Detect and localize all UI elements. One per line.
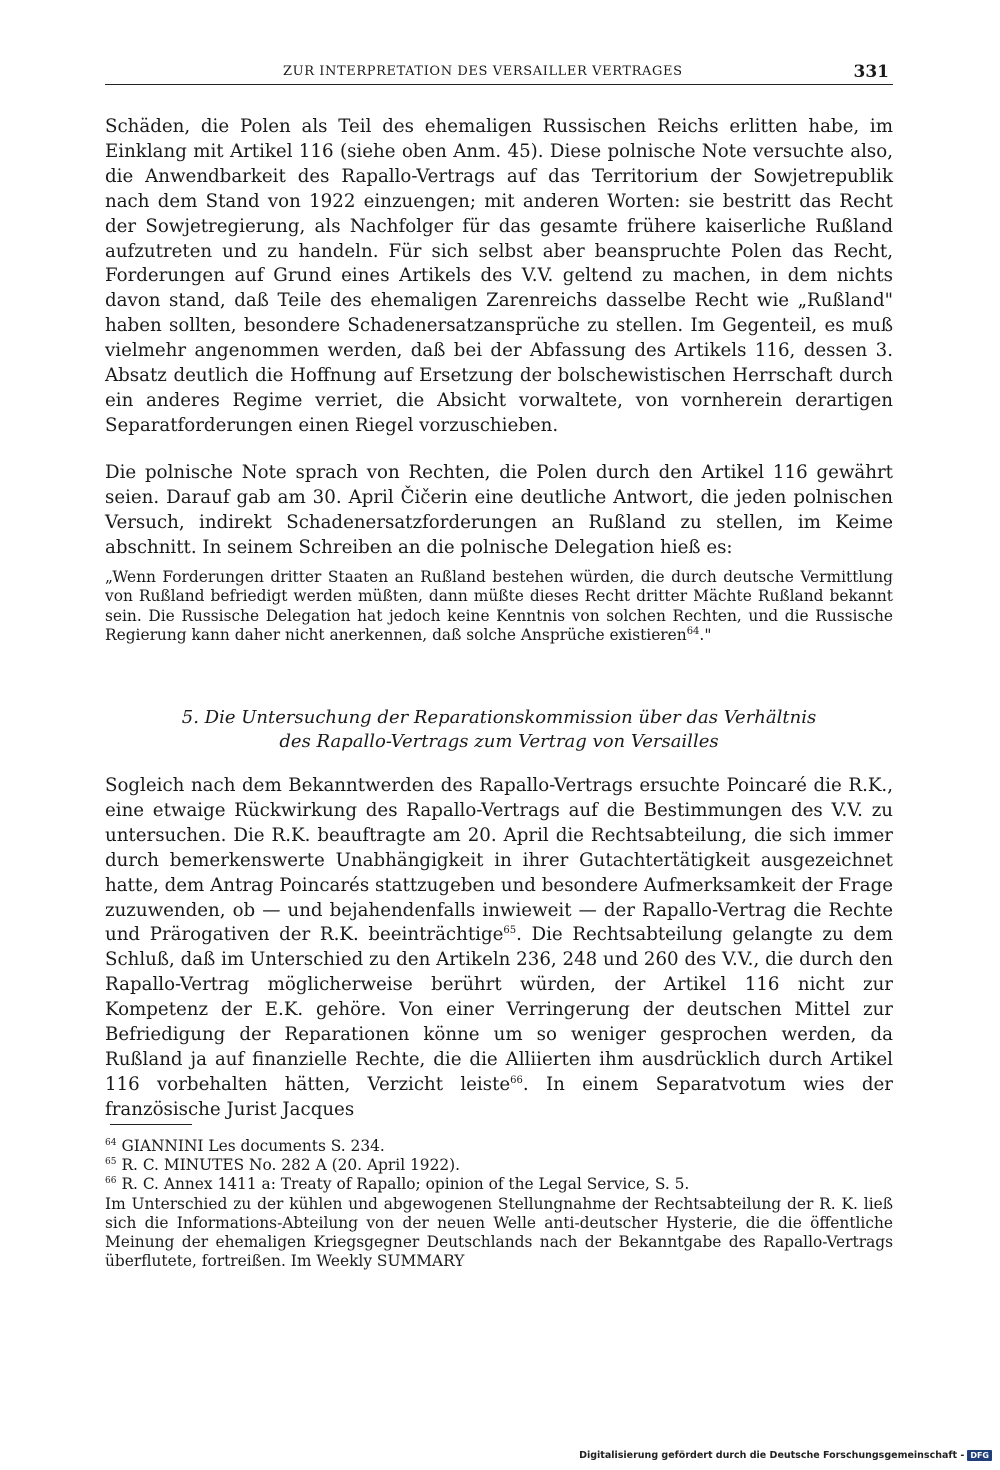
- dfg-logo-icon: DFG: [967, 1450, 992, 1461]
- section-heading: [105, 706, 893, 754]
- paragraph-1: [105, 115, 893, 439]
- footnote-text: R. C. Annex 1411 a: Treaty of Rapallo; opinion of the Legal Service, S. 5.: [121, 1175, 690, 1194]
- footnote-ref-66: 66: [510, 1074, 523, 1086]
- footnote-text: GIANNINI Les documents S. 234.: [121, 1137, 385, 1155]
- footnote-divider: [110, 1124, 192, 1125]
- section-heading-line-1: 5. Die Untersuchung der Reparationskommission über das Verhältnis: [181, 707, 817, 728]
- footnote-64: [105, 1137, 893, 1156]
- footnote-number: 65: [105, 1157, 117, 1168]
- page-number: 331: [853, 62, 889, 82]
- footnote-number: 64: [105, 1137, 117, 1148]
- paragraph-3-part-a: Sogleich nach dem Bekanntwerden des Rapallo-Vertrags ersuchte Poincaré die R.K., eine etwaige Rückwirkung des Rapallo-Vertrags auf die Bestimmungen des V.V. zu untersuchen. Die R.K. beauftragte am 20. April die Rechtsabteilung, die sich immer durch bemerkenswerte Unabhängigkeit in ihrer Gutachtertätigkeit ausgezeichnet hatte, dem Antrag Poincarés stattzugeben und besondere Aufmerksamkeit der Frage zuzuwenden, ob — und bejahendenfalls inwieweit — der Rapallo-Vertrag die Rechte und Prärogativen der R.K. beeinträchtige: [105, 775, 893, 946]
- footnote-ref-65: 65: [503, 925, 517, 937]
- footnote-ref-64: 64: [686, 625, 700, 637]
- running-title: ZUR INTERPRETATION DES VERSAILLER VERTRAGES: [283, 64, 683, 79]
- paragraph-3-part-b: . Die Rechtsabteilung gelangte zu dem Schluß, daß im Unterschied zu den Artikeln 236, 248 und 260 des V.V., die durch den Rapallo-Vertrag möglicherweise berührt würden, der Artikel 116 nicht zur Kompetenz der E.K. gehöre. Von einer Verringerung der deutschen Mittel zur Befriedigung der Reparationen könne um so weniger gesprochen werden, da Rußland ja auf finanzielle Rechte, die die Alliierten ihm ausdrücklich durch Artikel 116 vorbehalten hätten, Verzicht leiste: [105, 924, 893, 1095]
- block-quote-text: „Wenn Forderungen dritter Staaten an Rußland bestehen würden, die durch deutsche Vermittlung von Rußland befriedigt werden müßten, dann müßte dieses Recht dritter Mächte Rußland bekannt sein. Die Russische Delegation hat jedoch keine Kenntnis von solchen Rechten, und die Russische Regierung kann daher nicht anerkennen, daß solche Ansprüche existieren: [105, 568, 893, 644]
- footnotes: [105, 1137, 893, 1271]
- paragraph-3: [105, 774, 893, 1123]
- footnote-66-continuation: Im Unterschied zu der kühlen und abgewogenen Stellungnahme der Rechtsabteilung der R. K. ließ sich die Informations-Abteilung von der neuen Welle anti-deutscher Hysterie, die die öffentliche Meinung der ehemaligen Kriegsgegner Deutschlands nach der Bekanntgabe des Rapallo-Vertrags überflutete, fortreißen. Im Weekly SUMMARY: [105, 1194, 893, 1271]
- block-quote-end: .": [699, 625, 712, 644]
- footnote-65: [105, 1156, 893, 1175]
- footnote-number: 66: [105, 1176, 117, 1187]
- digitization-credit: [579, 1450, 992, 1461]
- block-quote: [105, 568, 893, 645]
- paragraph-3-text: [105, 774, 893, 1123]
- footnote-66: [105, 1175, 893, 1194]
- credit-text: Digitalisierung gefördert durch die Deutsche Forschungsgemeinschaft -: [579, 1450, 965, 1461]
- section-heading-line-2: des Rapallo-Vertrags zum Vertrag von Versailles: [279, 731, 719, 752]
- paragraph-1-text: Schäden, die Polen als Teil des ehemaligen Russischen Reichs erlitten habe, im Einklang mit Artikel 116 (siehe oben Anm. 45). Diese polnische Note versuchte also, die Anwendbarkeit des Rapallo-Vertrags auf das Territorium der Sowjetrepublik nach dem Stand von 1922 einzuengen; mit anderen Worten: sie bestritt das Recht der Sowjetregierung, als Nachfolger für das gesamte frühere kaiserliche Rußland aufzutreten und zu handeln. Für sich selbst aber beanspruchte Polen das Recht, Forderungen auf Grund eines Artikels des V.V. geltend zu machen, in dem nichts davon stand, daß Teile des ehemaligen Zarenreichs dasselbe Recht wie „Rußland" haben sollten, besondere Schadenersatzansprüche zu stellen. Im Gegenteil, es muß vielmehr angenommen werden, daß bei der Abfassung des Artikels 116, dessen 3. Absatz deutlich die Hoffnung auf Ersetzung der bolschewistischen Herrschaft durch ein anderes Regime verriet, die Absicht vorwaltete, von vornherein derartigen Separatforderungen einen Riegel vorzuschieben.: [105, 116, 893, 436]
- paragraph-3-part-c: . In einem Separatvotum wies der französische Jurist Jacques: [105, 1073, 893, 1120]
- paragraph-2: [105, 461, 893, 561]
- paragraph-2-text: Die polnische Note sprach von Rechten, die Polen durch den Artikel 116 gewährt seien. Darauf gab am 30. April Čičerin eine deutliche Antwort, die jeden polnischen Versuch, indirekt Schadenersatzforderungen an Rußland zu stellen, im Keime abschnitt. In seinem Schreiben an die polnische Delegation hieß es:: [105, 462, 893, 558]
- running-header: [105, 62, 893, 85]
- footnote-text: R. C. MINUTES No. 282 A (20. April 1922).: [121, 1156, 461, 1175]
